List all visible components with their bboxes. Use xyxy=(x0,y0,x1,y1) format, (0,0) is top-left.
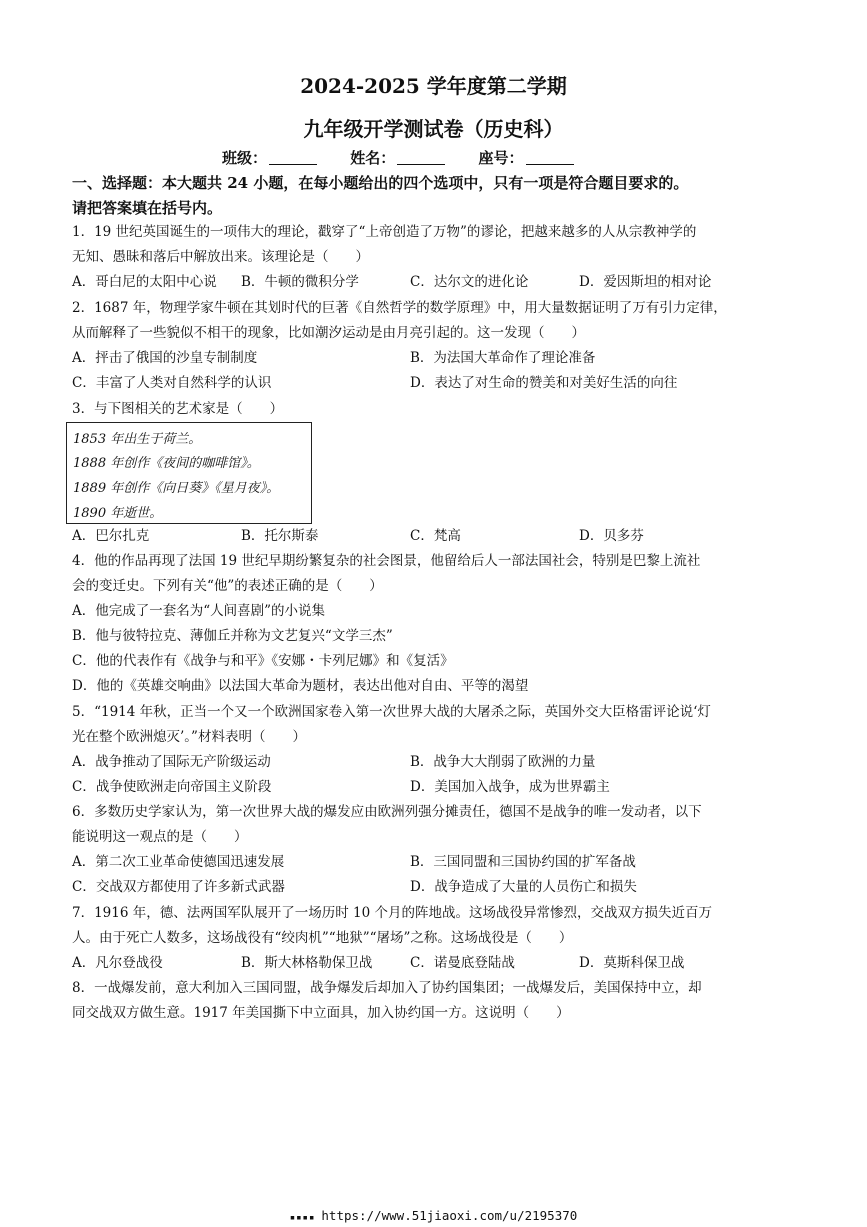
q7-option-d: D．莫斯科保卫战 xyxy=(579,955,685,971)
class-blank xyxy=(269,150,317,165)
q2-option-a: A．抨击了俄国的沙皇专制制度 xyxy=(72,350,258,366)
q1-option-d: D．爱因斯坦的相对论 xyxy=(579,274,712,290)
footer-watermark xyxy=(0,1208,867,1223)
q3-box-line: 1890 年逝世。 xyxy=(73,506,163,521)
q3-box-line: 1853 年出生于荷兰。 xyxy=(73,432,202,447)
q4-option-d: D．他的《英雄交响曲》以法国大革命为题材，表达出他对自由、平等的渴望 xyxy=(72,678,529,694)
seat-label: 座号： xyxy=(478,149,524,167)
q2-stem-line2: 从而解释了一些貌似不相干的现象，比如潮汐运动是由月亮引起的。这一发现（ ） xyxy=(72,325,585,341)
name-field xyxy=(350,147,445,168)
section-heading-line2: 请把答案填在括号内。 xyxy=(72,199,223,217)
q2-option-d: D．表达了对生命的赞美和对美好生活的向往 xyxy=(410,375,678,391)
q2-option-b: B．为法国大革命作了理论准备 xyxy=(410,350,596,366)
q8-stem-line2: 同交战双方做生意。1917 年美国撕下中立面具，加入协约国一方。这说明（ ） xyxy=(72,1005,570,1021)
q3-material-box xyxy=(66,422,312,524)
q3-option-b: B．托尔斯泰 xyxy=(241,528,319,544)
seat-blank xyxy=(526,150,574,165)
q5-option-b: B．战争大大削弱了欧洲的力量 xyxy=(410,754,596,770)
q7-stem-line2: 人。由于死亡人数多，这场战役有“绞肉机”“地狱”“屠场”之称。这场战役是（ ） xyxy=(72,930,573,946)
q1-option-a: A．哥白尼的太阳中心说 xyxy=(72,274,217,290)
q3-box-line: 1889 年创作《向日葵》《星月夜》。 xyxy=(73,481,280,496)
section-heading-line1: 一、选择题：本大题共 24 小题，在每小题给出的四个选项中，只有一项是符合题目要求的。 xyxy=(72,174,689,192)
q6-stem-line1: 6．多数历史学家认为，第一次世界大战的爆发应由欧洲列强分摊责任，德国不是战争的唯一发动者，以下 xyxy=(72,804,702,820)
q5-stem-line2: 光在整个欧洲熄灭’。”材料表明（ ） xyxy=(72,729,306,745)
q4-stem-line1: 4．他的作品再现了法国 19 世纪早期纷繁复杂的社会图景，他留给后人一部法国社会，特别是巴黎上流社 xyxy=(72,553,701,569)
q7-option-a: A．凡尔登战役 xyxy=(72,955,163,971)
q3-option-d: D．贝多芬 xyxy=(579,528,644,544)
q3-option-c: C．梵高 xyxy=(410,528,461,544)
q6-stem-line2: 能说明这一观点的是（ ） xyxy=(72,829,248,845)
q1-stem-line1: 1．19 世纪英国诞生的一项伟大的理论，戳穿了“上帝创造了万物”的谬论，把越来越多的人从宗教神学的 xyxy=(72,224,697,240)
q2-stem-line1: 2．1687 年，物理学家牛顿在其划时代的巨著《自然哲学的数学原理》中，用大量数据证明了万有引力定律， xyxy=(72,300,727,316)
q7-option-b: B．斯大林格勒保卫战 xyxy=(241,955,373,971)
q4-option-a: A．他完成了一套名为“人间喜剧”的小说集 xyxy=(72,603,326,619)
class-label: 班级： xyxy=(222,149,268,167)
q1-stem-line2: 无知、愚昧和落后中解放出来。该理论是（ ） xyxy=(72,249,369,265)
name-label: 姓名： xyxy=(350,149,396,167)
q4-option-b: B．他与彼特拉克、薄伽丘并称为文艺复兴“文学三杰” xyxy=(72,628,393,644)
q1-option-c: C．达尔文的进化论 xyxy=(410,274,529,290)
student-info-row xyxy=(222,147,602,168)
footer-dots: ▪▪▪▪ xyxy=(289,1213,316,1223)
q5-option-d: D．美国加入战争，成为世界霸主 xyxy=(410,779,610,795)
footer-url[interactable]: https://www.51jiaoxi.com/u/2195370 xyxy=(321,1208,578,1223)
q5-option-a: A．战争推动了国际无产阶级运动 xyxy=(72,754,271,770)
exam-title: 2024-2025 学年度第二学期 xyxy=(300,74,567,98)
q3-box-line: 1888 年创作《夜间的咖啡馆》。 xyxy=(73,456,260,471)
q3-option-a: A．巴尔扎克 xyxy=(72,528,150,544)
q6-option-b: B．三国同盟和三国协约国的扩军备战 xyxy=(410,854,636,870)
name-blank xyxy=(397,150,445,165)
q8-stem-line1: 8．一战爆发前，意大利加入三国同盟，战争爆发后却加入了协约国集团；一战爆发后，美国保持中立，却 xyxy=(72,980,702,996)
q7-stem-line1: 7．1916 年，德、法两国军队展开了一场历时 10 个月的阵地战。这场战役异常惨烈，交战双方损失近百万 xyxy=(72,905,712,921)
q5-option-c: C．战争使欧洲走向帝国主义阶段 xyxy=(72,779,272,795)
exam-subtitle: 九年级开学测试卷（历史科） xyxy=(303,117,564,141)
q1-option-b: B．牛顿的微积分学 xyxy=(241,274,359,290)
q4-option-c: C．他的代表作有《战争与和平》《安娜・卡列尼娜》和《复活》 xyxy=(72,653,454,669)
q7-option-c: C．诺曼底登陆战 xyxy=(410,955,515,971)
q6-option-c: C．交战双方都使用了许多新式武器 xyxy=(72,879,285,895)
q4-stem-line2: 会的变迁史。下列有关“他”的表述正确的是（ ） xyxy=(72,578,383,594)
q6-option-d: D．战争造成了大量的人员伤亡和损失 xyxy=(410,879,637,895)
q5-stem-line1: 5．“1914 年秋，正当一个又一个欧洲国家卷入第一次世界大战的大屠杀之际，英国外交大臣格雷评论说‘灯 xyxy=(72,704,711,720)
class-field xyxy=(222,147,317,168)
seat-field xyxy=(479,147,574,168)
q2-option-c: C．丰富了人类对自然科学的认识 xyxy=(72,375,272,391)
q3-stem: 3．与下图相关的艺术家是（ ） xyxy=(72,401,284,417)
q6-option-a: A．第二次工业革命使德国迅速发展 xyxy=(72,854,285,870)
